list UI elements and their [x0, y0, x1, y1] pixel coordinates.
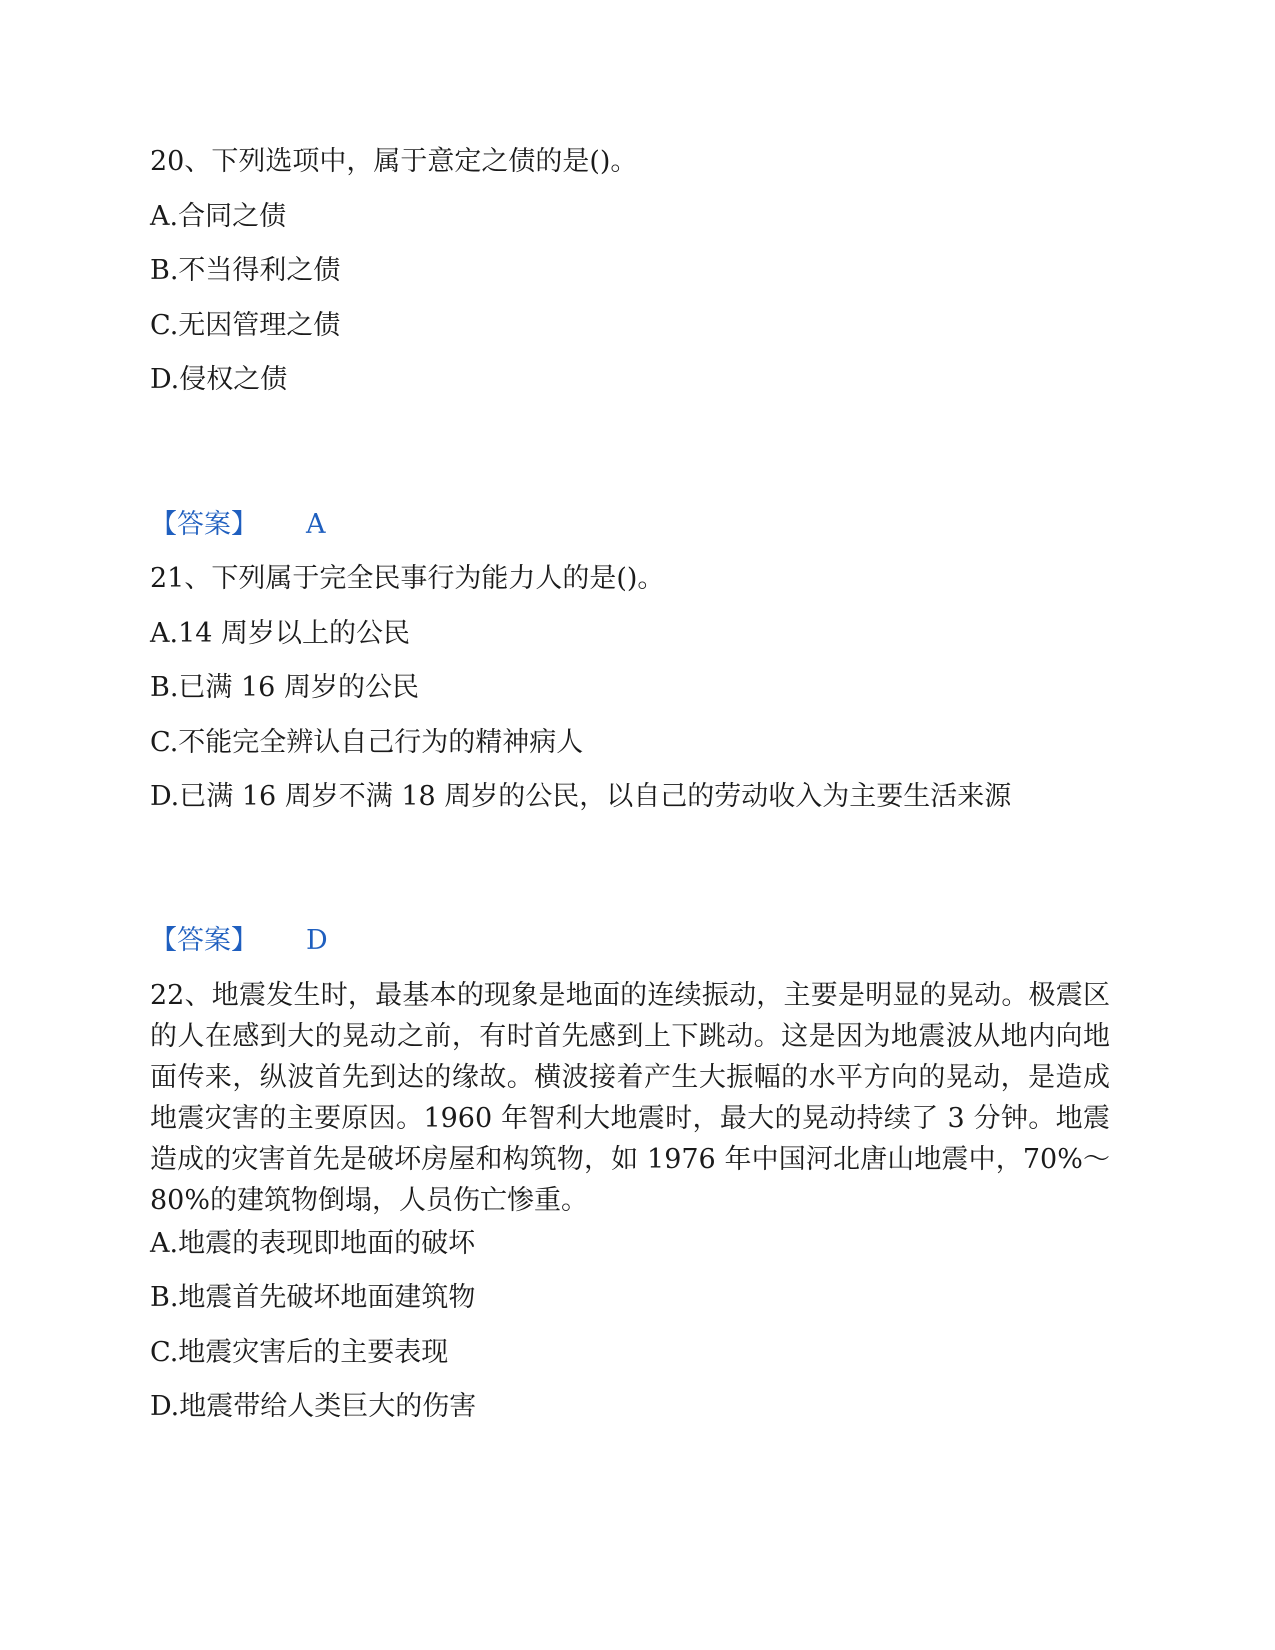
question-22-option-b: B.地震首先破坏地面建筑物 [150, 1282, 476, 1313]
question-20-option-c: C.无因管理之债 [150, 310, 341, 341]
question-22-stem: 22、地震发生时，最基本的现象是地面的连续振动，主要是明显的晃动。极震区的人在感到大的晃动之前，有时首先感到上下跳动。这是因为地震波从地内向地面传来，纵波首先到达的缘故。横波接着产生大振幅的水平方向的晃动，是造成地震灾害的主要原因。1960 年智利大地震时，最大的晃动持续了 3 分钟。地震造成的灾害首先是破坏房屋和构筑物，如 1976 年中国河北唐山地震中，70%～80%的建筑物倒塌，人员伤亡惨重。 [150, 980, 1110, 1216]
question-20-stem: 20、下列选项中，属于意定之债的是()。 [150, 146, 638, 177]
question-20-option-d: D.侵权之债 [150, 364, 288, 395]
question-20-answer [150, 505, 326, 545]
question-20-option-a: A.合同之债 [150, 201, 287, 232]
answer-value: D [306, 925, 328, 956]
question-21-option-c: C.不能完全辨认自己行为的精神病人 [150, 727, 584, 758]
question-21-option-d: D.已满 16 周岁不满 18 周岁的公民，以自己的劳动收入为主要生活来源 [150, 781, 1012, 812]
question-22-option-d: D.地震带给人类巨大的伤害 [150, 1391, 477, 1422]
question-21-option-b: B.已满 16 周岁的公民 [150, 672, 419, 703]
question-20-option-b: B.不当得利之债 [150, 255, 341, 286]
question-21-option-a: A.14 周岁以上的公民 [150, 618, 411, 649]
answer-label: 【答案】 [150, 925, 258, 956]
question-22-option-c: C.地震灾害后的主要表现 [150, 1337, 449, 1368]
answer-label: 【答案】 [150, 509, 258, 540]
answer-value: A [306, 509, 326, 540]
question-22-option-a: A.地震的表现即地面的破坏 [150, 1228, 476, 1259]
question-21-answer [150, 921, 328, 961]
question-21-stem: 21、下列属于完全民事行为能力人的是()。 [150, 563, 665, 594]
